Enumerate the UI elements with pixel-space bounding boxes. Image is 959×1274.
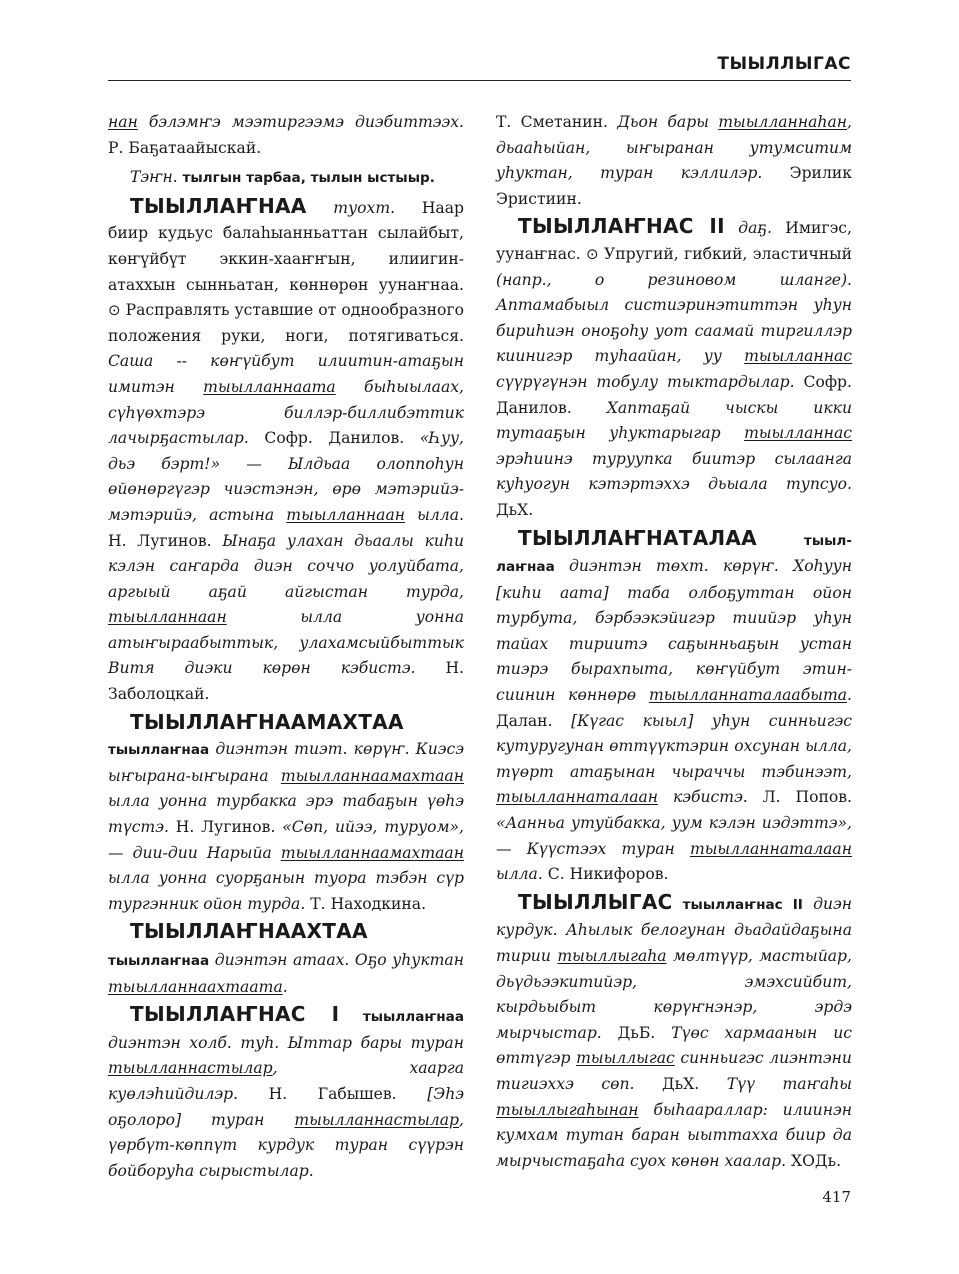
entry-tyyllangnas-2 <box>496 214 852 523</box>
translation: Расправлять уставшие от однообразного положения руки, ноги, потягиваться. <box>108 301 464 345</box>
example-text: сүүрүгүнэн тобулу тыктардылар. <box>496 372 795 391</box>
citation: ХОДь. <box>786 1151 842 1170</box>
example-word: тыылланнаан <box>286 505 406 524</box>
example-text: быһаараллар: илиинэн кумхам тутан баран ыыттахха биир да мырчыстаҕаһа суох көнөн хаалар. <box>496 1100 852 1170</box>
translation-note: (напр., о резиновом шланге). <box>496 270 852 289</box>
translation-icon: ⊙ <box>108 301 121 320</box>
reference-word: тыыллаҥнаа <box>108 742 210 759</box>
headword: ТЫЫЛЛАҤНААМАХТАА <box>130 709 404 734</box>
citation: ДьХ. <box>634 1074 700 1093</box>
citation: Н. Заболоцкай. <box>108 659 464 704</box>
entry-continuation <box>108 110 464 161</box>
example-word: нан <box>108 113 138 131</box>
translation-icon: ⊙ <box>586 244 599 263</box>
headword: ТЫЫЛЛАҤНАС II <box>518 214 725 239</box>
example-word: тыылланнаамахтаан <box>280 843 464 862</box>
example-text: синньигэс лиэнтэни тигиэххэ сөп. <box>496 1049 852 1093</box>
headword: ТЫЫЛЛЫГАС <box>518 889 673 914</box>
headword: ТЫЫЛЛАҤНАТАЛАА <box>518 525 757 550</box>
example-text: Түөс хармаанын ис өттүгэр <box>496 1023 852 1068</box>
example-word: тыылланнаталаан <box>496 788 659 807</box>
example-text: быһыылаах, сүһүөхтэрэ биллэр-биллибэттик лачырҕастылар. <box>108 377 464 448</box>
citation: Т. Находкина. <box>305 894 427 913</box>
example-text: Саша -- көҥүйбут илиитин-атаҕын имитэн <box>108 352 464 396</box>
example-text: диэнтэн тиэт. көрүҥ. Киэсэ ыҥырана-ыҥырана <box>108 740 464 785</box>
example-text: диэнтэн атаах. Оҕо уһуктан <box>209 951 464 969</box>
page-number: 417 <box>822 1188 851 1206</box>
grammar-label: даҕ. <box>724 219 772 238</box>
header-divider <box>108 80 851 81</box>
headword: ТЫЫЛЛАҤНАА <box>130 193 307 218</box>
synonym-text: тылгын тарбаа, тылын ыстыыр. <box>177 170 435 187</box>
example-text: кэбистэ. <box>658 788 748 807</box>
citation: Т. Сметанин. <box>496 113 608 131</box>
synonym-note <box>108 165 464 192</box>
example-word: тыылланнаамахтаан <box>280 766 464 785</box>
entry-tyyllangnas-1-continued <box>496 110 852 212</box>
entry-tyyllangnaamakhtaa-body <box>108 737 464 917</box>
citation: ДьХ. <box>496 500 534 519</box>
citation: Софр. Данилов. <box>496 372 852 417</box>
reference-word: тыыл-лаҥнаа <box>496 532 852 576</box>
citation: Н. Лугинов. <box>168 818 276 837</box>
headword: ТЫЫЛЛАҤНАС I <box>130 1002 340 1027</box>
example-word: тыылланнас <box>744 347 852 366</box>
example-text: Ынаҕа улахан дьаалы киһи кэлэн саҥарда диэн соччо уолуйбата, аргыый аҕай айгыстан турда, <box>108 531 465 601</box>
example-text: диэн курдук. Аһылык белогунан дьадайдаҕына тирии <box>496 894 853 965</box>
translation: Упругий, гибкий, эластичный <box>598 244 852 263</box>
citation: Далан. <box>496 711 553 730</box>
example-word: тыылланнаталаан <box>689 839 852 858</box>
example-text: ылла уонна атыҥыраабыттык, улахамсыйбыттык Витя диэки көрөн кэбистэ. <box>108 608 464 678</box>
example-text: ылла. <box>496 865 543 884</box>
example-text: Хаптаҕай чыскы икки тутааҕын уһуктарыгар <box>496 398 852 443</box>
example-text: , дьааһыйан, ыҥыранан утумситим уһуктан, туран кэллилэр. <box>496 113 852 183</box>
example-text: Түү таҥаһы <box>699 1074 852 1093</box>
citation: Н. Лугинов. <box>108 531 212 550</box>
example-text: , хаарга куөлэһийдилэр. <box>108 1059 464 1103</box>
example-text: диэнтэн холб. туһ. Ыттар бары туран <box>108 1033 464 1052</box>
grammar-label: туохт. <box>306 198 396 217</box>
example-text: диэнтэн төхт. көрүҥ. Хоһуун [киһи аата] таба олбоҕуттан ойон турбута, бэрбээкэйигэр тиийэр уһун тайах тириитэ саҕынньаҕын устан тиэрэ бырахпыта, көҥүйбут этин-сиинин көннөрө <box>496 557 852 705</box>
example-word: тыылланнаһан <box>718 113 848 131</box>
example-text: Дьон бары <box>608 113 709 131</box>
entry-tyyllangnas-1 <box>108 1002 464 1184</box>
punctuation: . <box>847 686 852 705</box>
example-word: тыылланнас <box>744 424 852 443</box>
citation: Н. Габышев. <box>238 1084 397 1103</box>
example-word: тыылланнастылар <box>294 1110 460 1129</box>
definition: Наар биир кудьус балаһыанньаттан сылайбыт, көҥүйбүт эккин-хааҥҥын, илиигин-атаххын сынньатан, көннөрөн уунаҥнаа. <box>108 198 464 294</box>
example-text: ылла. <box>405 505 464 524</box>
reference-word: тыыллаҥнас II <box>672 896 803 913</box>
example-text: эрэһиинэ туруупка биитэр сылаанга куһуогун кэтэртэххэ дьыала тупсуо. <box>496 449 852 494</box>
example-word: тыыллыгас <box>576 1049 675 1068</box>
example-word: тыыллыгаһынан <box>496 1100 639 1119</box>
example-word: тыылланнаахтаата <box>108 977 283 996</box>
right-column <box>496 110 852 1174</box>
example-text: [Эһэ оҕолоро] туран <box>108 1084 464 1129</box>
example-text: «Сөп, ийээ, туруом», — дии-дии Нарыйа <box>108 818 464 862</box>
citation: Эрилик Эристиин. <box>496 164 852 208</box>
citation: ДьБ. <box>601 1023 656 1042</box>
example-text: ылла уонна суорҕанын туора тэбэн сүр тургэнник ойон турда. <box>108 869 464 913</box>
definition: Имигэс, уунаҥнас. <box>496 219 852 263</box>
example-text: ылла уонна турбакка эрэ табаҕын үөһэ түстэ. <box>108 792 464 837</box>
example-text: Аптамабыыл систиэринэтиттэн уһун бириһиэн оноҕоһу уот саамай тиргиллэр киинигэр туһаайан, уу <box>496 296 852 366</box>
reference-word: тыыллаҥнаа <box>339 1009 464 1026</box>
example-text: [Күгас кыыл] уһун синньигэс кутуругунан өттүүктэрин охсунан ылла, түөрт атаҕынан чыраччы тэбинээт, <box>496 711 852 781</box>
entry-tyyllangnatalaa <box>496 526 852 888</box>
example-text: «Аанньа утуйбакка, уум кэлэн иэдэттэ», — Күүстээх туран <box>496 814 852 858</box>
entry-tyyllygas <box>496 890 852 1175</box>
entry-tyyllangnaa <box>108 194 464 708</box>
citation: Л. Попов. <box>747 788 852 807</box>
example-word: тыыллыгаһа <box>557 947 667 965</box>
citation: Софр. Данилов. <box>248 429 405 448</box>
reference-word: тыыллаҥнаа <box>108 953 210 969</box>
entry-tyyllangnaakhtaa <box>108 919 464 1000</box>
example-text: бэлэмҥэ мээтиргээмэ диэбиттээх. <box>137 113 464 131</box>
example-word: тыылланнастылар <box>108 1059 273 1078</box>
citation: С. Никифоров. <box>542 865 669 884</box>
example-word: тыылланнаата <box>203 377 336 396</box>
example-word: тыылланнаталаабыта <box>648 686 848 705</box>
example-word: тыылланнаан <box>108 608 227 627</box>
citation: Р. Баҕатаайыскай. <box>108 138 262 157</box>
headword: ТЫЫЛЛАҤНААХТАА <box>130 919 368 944</box>
left-column <box>108 110 464 1184</box>
example-text: мөлтүүр, мастыйар, дьүдьээкитийэр, эмэхсийбит, кырдьыбыт көрүҥнэнэр, эрдэ мырчыстар. <box>496 947 852 1042</box>
example-text: , үөрбүт-көппүт курдук туран сүүрэн бойборуһа сырыстылар. <box>108 1110 464 1180</box>
entry-tyyllangnaamakhtaa <box>108 710 464 738</box>
running-header: ТЫЫЛЛЫГАС <box>717 54 851 74</box>
synonym-label: Тэҥн. <box>130 168 178 187</box>
example-text: «Һуу, дьэ бэрт!» — Ылдьаа олоппоһун өйөнөргүгэр чиэстэнэн, өрө мэтэрийэ-мэтэрийэ, астына <box>108 429 465 524</box>
punctuation: . <box>282 977 288 996</box>
